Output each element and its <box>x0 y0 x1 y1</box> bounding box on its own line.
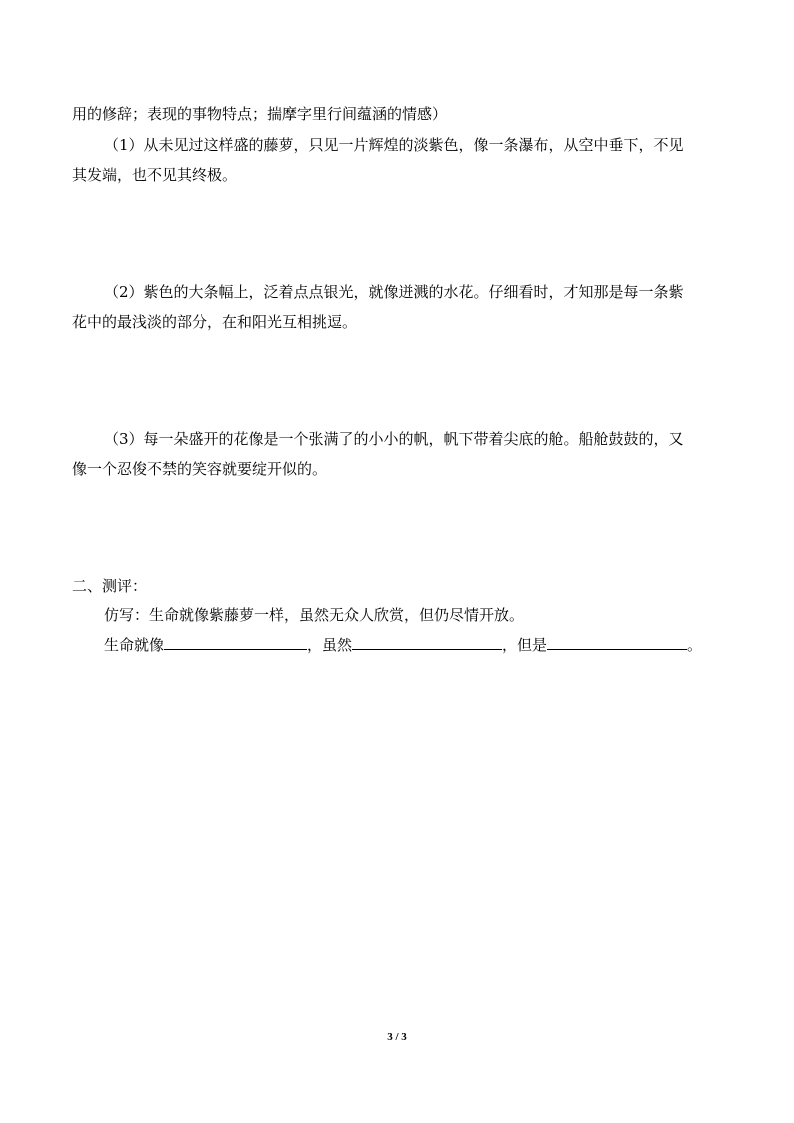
answer-blank-3[interactable] <box>547 635 687 650</box>
fill-part-3: ，但是 <box>502 636 548 654</box>
imitation-example: 仿写：生命就像紫藤萝一样，虽然无众人欣赏，但仍尽情开放。 <box>104 606 525 624</box>
page-number: 3 / 3 <box>387 1031 407 1043</box>
item-2-line-2: 花中的最浅淡的部分，在和阳光互相挑逗。 <box>72 313 358 331</box>
answer-blank-1[interactable] <box>164 635 307 650</box>
answer-blank-2[interactable] <box>352 635 502 650</box>
section-2-title: 二、测评： <box>72 577 148 595</box>
item-2-line-1: （2）紫色的大条幅上，泛着点点银光，就像迸溅的水花。仔细看时，才知那是每一条紫 <box>104 283 684 301</box>
intro-line: 用的修辞；表现的事物特点；揣摩字里行间蕴涵的情感） <box>72 105 448 123</box>
fill-part-1: 生命就像 <box>104 636 165 654</box>
fill-part-2: ，虽然 <box>307 636 353 654</box>
fill-in-sentence <box>104 635 702 655</box>
item-1-line-2: 其发端，也不见其终极。 <box>72 166 238 184</box>
item-3-line-2: 像一个忍俊不禁的笑容就要绽开似的。 <box>72 460 328 478</box>
item-3-line-1: （3）每一朵盛开的花像是一个张满了的小小的帆，帆下带着尖底的舱。船舱鼓鼓的，又 <box>104 430 684 448</box>
fill-part-4: 。 <box>687 636 703 654</box>
item-1-line-1: （1）从未见过这样盛的藤萝，只见一片辉煌的淡紫色，像一条瀑布，从空中垂下，不见 <box>104 136 684 154</box>
